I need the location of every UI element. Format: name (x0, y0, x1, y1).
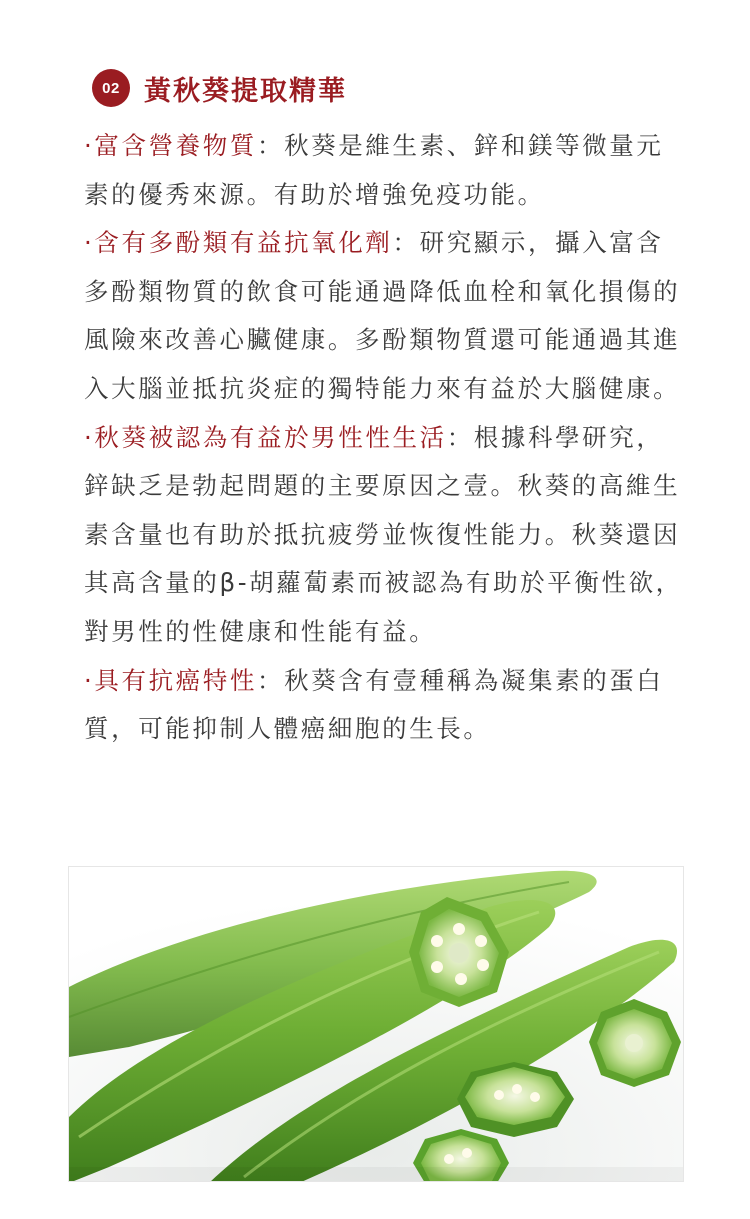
paragraph-body: ：秋葵含有壹種稱為凝集素的蛋白質，可能抑制人體癌細胞的生長。 (84, 665, 664, 744)
paragraph-heading: ·具有抗癌特性 (84, 665, 257, 695)
photo-shadow (69, 1167, 684, 1182)
okra-photo (68, 866, 684, 1182)
okra-slice-bottom (457, 1062, 574, 1137)
body-text (84, 122, 684, 754)
paragraph-body: ：研究顯示，攝入富含多酚類物質的飲食可能通過降低血栓和氧化損傷的風險來改善心臟健康。多酚類物質還可能通過其進入大腦並抵抗炎症的獨特能力來有益於大腦健康。 (84, 228, 681, 403)
paragraph-male-health (84, 414, 684, 657)
paragraph-heading: ·秋葵被認為有益於男性性生活 (84, 422, 447, 452)
paragraph-anticancer (84, 657, 684, 754)
paragraph-heading: ·含有多酚類有益抗氧化劑 (84, 228, 393, 258)
paragraph-nutrients (84, 122, 684, 219)
paragraph-body: ：根據科學研究，鋅缺乏是勃起問題的主要原因之壹。秋葵的高維生素含量也有助於抵抗疲勞並恢復性能力。秋葵還因其高含量的β-胡蘿蔔素而被認為有助於平衡性欲，對男性的性健康和性能有益。 (84, 422, 683, 646)
paragraph-polyphenols (84, 219, 684, 413)
paragraph-body: ：秋葵是維生素、鋅和鎂等微量元素的優秀來源。有助於增強免疫功能。 (84, 131, 664, 209)
section-number-badge: 02 (92, 69, 130, 107)
section-title: 黃秋葵提取精華 (144, 75, 347, 107)
section-header (92, 68, 347, 108)
paragraph-heading: ·富含營養物質 (84, 131, 257, 160)
